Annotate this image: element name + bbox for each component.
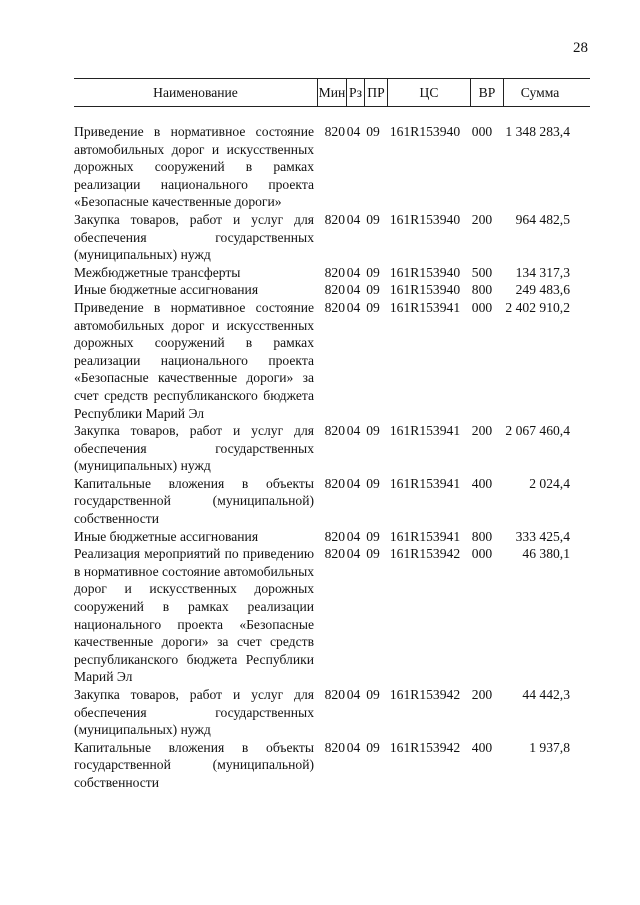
row-pr: 09 bbox=[366, 299, 380, 315]
row-sum: 2 024,4 bbox=[529, 475, 570, 491]
row-cs: 161R153940 bbox=[389, 264, 461, 280]
budget-table bbox=[74, 78, 590, 792]
row-name: Приведение в нормативное состояние автомобильных дорог и искусственных дорожных сооружений в рамках реализации национального проекта «Безопасные качественные дороги» bbox=[74, 124, 314, 210]
table-row bbox=[74, 123, 590, 211]
row-name: Капитальные вложения в объекты государственной (муниципальной) собственности bbox=[74, 739, 314, 790]
row-min: 820 bbox=[324, 528, 345, 544]
row-name: Приведение в нормативное состояние автомобильных дорог и искусственных дорожных сооружений в рамках реализации национального проекта «Безопасные качественные дороги» за счет средств республиканского бюджета Республики Марий Эл bbox=[74, 299, 314, 421]
table-row bbox=[74, 281, 590, 299]
row-sum: 2 402 910,2 bbox=[505, 299, 570, 315]
row-pr: 09 bbox=[366, 423, 380, 439]
row-name: Капитальные вложения в объекты государственной (муниципальной) собственности bbox=[74, 475, 314, 527]
row-min: 820 bbox=[324, 299, 345, 315]
row-name: Закупка товаров, работ и услуг для обеспечения государственных (муниципальных) нужд bbox=[74, 423, 314, 474]
row-pr: 09 bbox=[366, 264, 380, 280]
header-cs: ЦС bbox=[388, 79, 471, 106]
row-cs: 161R153942 bbox=[389, 546, 461, 562]
row-pr: 09 bbox=[366, 211, 380, 227]
row-sum: 964 482,5 bbox=[515, 211, 570, 227]
row-min: 820 bbox=[324, 475, 345, 491]
row-min: 820 bbox=[324, 739, 345, 755]
row-rz: 04 bbox=[346, 546, 361, 562]
table-header bbox=[74, 78, 590, 107]
row-sum: 134 317,3 bbox=[515, 264, 570, 280]
row-name: Закупка товаров, работ и услуг для обеспечения государственных (муниципальных) нужд bbox=[74, 687, 314, 738]
row-vr: 800 bbox=[471, 282, 493, 298]
row-vr: 200 bbox=[471, 687, 493, 702]
row-rz: 04 bbox=[346, 124, 361, 139]
row-cs: 161R153940 bbox=[389, 282, 461, 298]
table-row bbox=[74, 739, 590, 792]
row-vr: 200 bbox=[471, 211, 493, 227]
row-vr: 400 bbox=[471, 739, 493, 755]
row-cs: 161R153942 bbox=[389, 687, 461, 702]
row-rz: 04 bbox=[346, 687, 361, 702]
table-row bbox=[74, 299, 590, 422]
row-vr: 200 bbox=[471, 423, 493, 439]
row-vr: 500 bbox=[471, 264, 493, 280]
row-pr: 09 bbox=[366, 282, 380, 298]
row-cs: 161R153940 bbox=[389, 211, 461, 227]
row-rz: 04 bbox=[346, 739, 361, 755]
row-rz: 04 bbox=[346, 299, 361, 315]
row-rz: 04 bbox=[346, 528, 361, 544]
row-sum: 44 442,3 bbox=[522, 687, 570, 702]
row-rz: 04 bbox=[346, 264, 361, 280]
row-sum: 2 067 460,4 bbox=[505, 423, 570, 439]
header-pr: ПР bbox=[365, 79, 388, 106]
row-pr: 09 bbox=[366, 687, 380, 702]
row-cs: 161R153941 bbox=[389, 475, 461, 491]
row-cs: 161R153942 bbox=[389, 739, 461, 755]
row-sum: 46 380,1 bbox=[522, 546, 570, 562]
row-vr: 000 bbox=[471, 124, 493, 139]
row-min: 820 bbox=[324, 264, 345, 280]
row-cs: 161R153941 bbox=[389, 423, 461, 439]
header-min: Мин bbox=[318, 79, 347, 106]
row-cs: 161R153941 bbox=[389, 299, 461, 315]
page-number: 28 bbox=[573, 40, 588, 56]
row-sum: 333 425,4 bbox=[515, 528, 570, 544]
row-sum: 1 937,8 bbox=[529, 739, 570, 755]
table-row bbox=[74, 475, 590, 528]
row-pr: 09 bbox=[366, 739, 380, 755]
row-vr: 800 bbox=[471, 528, 493, 544]
table-row bbox=[74, 264, 590, 282]
table-row bbox=[74, 422, 590, 475]
row-cs: 161R153940 bbox=[389, 124, 461, 139]
row-name: Иные бюджетные ассигнования bbox=[74, 528, 259, 544]
row-sum: 249 483,6 bbox=[515, 282, 570, 298]
row-name: Межбюджетные трансферты bbox=[74, 264, 241, 280]
row-vr: 400 bbox=[471, 475, 493, 491]
row-rz: 04 bbox=[346, 211, 361, 227]
row-pr: 09 bbox=[366, 475, 380, 491]
row-pr: 09 bbox=[366, 124, 380, 139]
row-rz: 04 bbox=[346, 475, 361, 491]
table-row bbox=[74, 545, 590, 686]
row-sum: 1 348 283,4 bbox=[505, 124, 570, 139]
row-min: 820 bbox=[324, 124, 345, 139]
row-min: 820 bbox=[324, 687, 345, 702]
header-name: Наименование bbox=[74, 79, 318, 106]
row-min: 820 bbox=[324, 282, 345, 298]
table-row bbox=[74, 211, 590, 264]
header-vr: ВР bbox=[471, 79, 504, 106]
row-min: 820 bbox=[324, 546, 345, 562]
row-min: 820 bbox=[324, 211, 345, 227]
row-min: 820 bbox=[324, 423, 345, 439]
table-body bbox=[74, 123, 590, 792]
table-row bbox=[74, 528, 590, 546]
row-pr: 09 bbox=[366, 546, 380, 562]
row-pr: 09 bbox=[366, 528, 380, 544]
row-vr: 000 bbox=[471, 299, 493, 315]
header-sum: Сумма bbox=[520, 84, 560, 100]
row-rz: 04 bbox=[346, 282, 361, 298]
row-name: Закупка товаров, работ и услуг для обеспечения государственных (муниципальных) нужд bbox=[74, 211, 314, 263]
table-row bbox=[74, 686, 590, 739]
row-name: Реализация мероприятий по приведению в нормативное состояние автомобильных дорог и искусственных дорожных сооружений в рамках реализации национального проекта «Безопасные качественные дороги» за счет средств республиканского бюджета Республики Марий Эл bbox=[74, 546, 314, 685]
row-vr: 000 bbox=[471, 546, 493, 562]
header-rz: Рз bbox=[347, 79, 365, 106]
row-rz: 04 bbox=[346, 423, 361, 439]
row-cs: 161R153941 bbox=[389, 528, 461, 544]
row-name: Иные бюджетные ассигнования bbox=[74, 282, 259, 298]
